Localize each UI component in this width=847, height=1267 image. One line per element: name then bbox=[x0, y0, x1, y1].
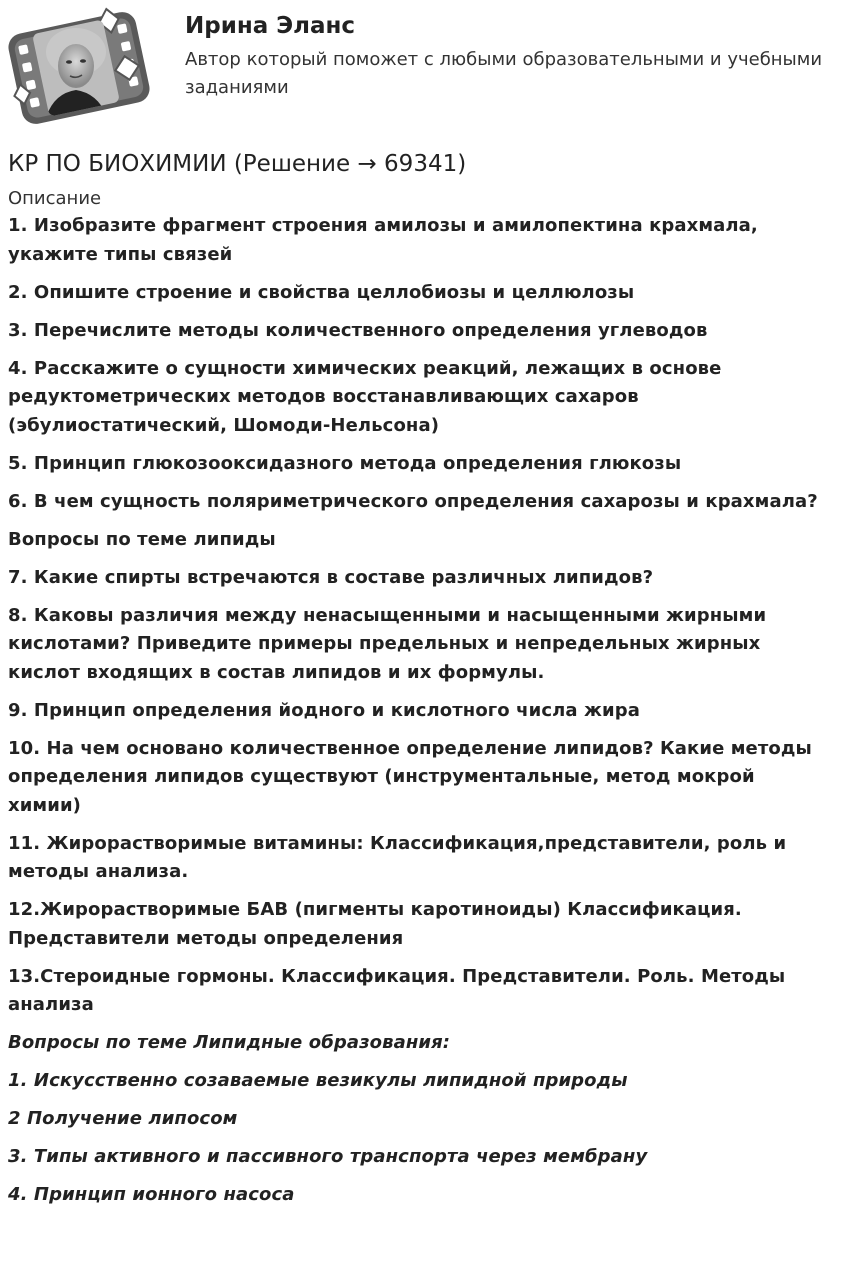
question-item: 1. Изобразите фрагмент строения амилозы и амилопектина крахмала, укажите типы связей bbox=[8, 215, 758, 265]
question-item: 3. Типы активного и пассивного транспорта через мембрану bbox=[8, 1146, 648, 1167]
question-item: 4. Принцип ионного насоса bbox=[8, 1184, 295, 1205]
question-item: 5. Принцип глюкозооксидазного метода определения глюкозы bbox=[8, 452, 682, 474]
author-avatar bbox=[6, 6, 152, 130]
question-item: 11. Жирорастворимые витамины: Классификация,представители, роль и методы анализа. bbox=[8, 832, 787, 882]
question-item: 12.Жирорастворимые БАВ (пигменты каротиноиды) Классификация. Представители методы определения bbox=[8, 899, 742, 949]
question-item: 13.Стероидные гормоны. Классификация. Представители. Роль. Методы анализа bbox=[8, 965, 786, 1015]
film-strip-avatar-icon bbox=[6, 6, 152, 130]
question-item: 8. Каковы различия между ненасыщенными и насыщенными жирными кислотами? Приведите примеры предельных и непредельных жирных кислот входящих в состав липидов и их формулы. bbox=[8, 604, 767, 683]
author-header bbox=[0, 0, 847, 140]
question-item: 2 Получение липосом bbox=[8, 1108, 238, 1129]
author-description: Автор который поможет с любыми образовательными и учебными заданиями bbox=[185, 49, 823, 98]
question-item: Вопросы по теме липиды bbox=[8, 528, 276, 550]
document-content bbox=[8, 146, 833, 1219]
question-item: 1. Искусственно созаваемые везикулы липидной природы bbox=[8, 1070, 628, 1091]
question-item: 10. На чем основано количественное определение липидов? Какие методы определения липидов существуют (инструментальные, метод мокрой химии) bbox=[8, 737, 812, 816]
question-item: 3. Перечислите методы количественного определения углеводов bbox=[8, 319, 708, 341]
question-item: 7. Какие спирты встречаются в составе различных липидов? bbox=[8, 566, 654, 588]
question-item: 2. Опишите строение и свойства целлобиозы и целлюлозы bbox=[8, 281, 635, 303]
question-item: 6. В чем сущность поляриметрического определения сахарозы и крахмала? bbox=[8, 490, 818, 512]
description-label: Описание bbox=[8, 188, 102, 209]
page-title: КР ПО БИОХИМИИ (Решение → 69341) bbox=[8, 151, 467, 177]
question-item: 9. Принцип определения йодного и кислотного числа жира bbox=[8, 699, 640, 721]
question-item: Вопросы по теме Липидные образования: bbox=[8, 1032, 451, 1053]
author-info bbox=[185, 10, 825, 102]
question-item: 4. Расскажите о сущности химических реакций, лежащих в основе редуктометрических методов восстанавливающих сахаров (эбулиостатический, Шомоди-Нельсона) bbox=[8, 357, 722, 436]
author-name: Ирина Эланс bbox=[185, 13, 356, 39]
question-list bbox=[8, 212, 833, 1210]
